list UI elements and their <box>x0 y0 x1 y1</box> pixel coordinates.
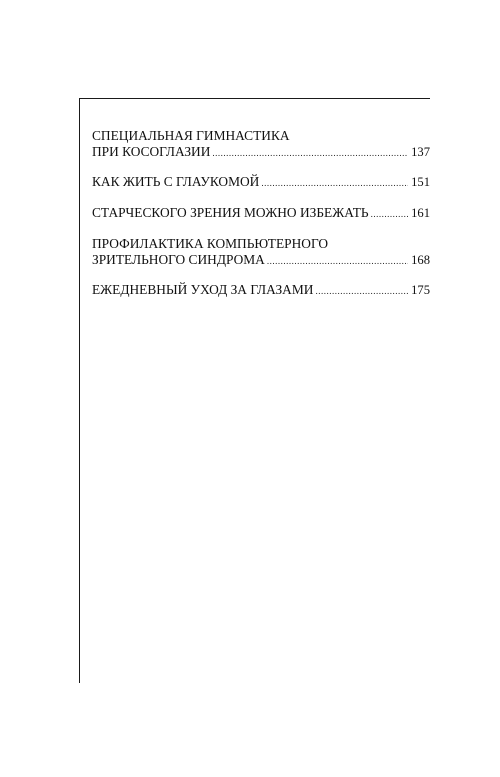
toc-entry-last-line <box>92 174 430 191</box>
toc-page-number: 151 <box>411 175 430 189</box>
toc-entry-last-line <box>92 252 430 269</box>
toc-entry <box>92 236 430 269</box>
toc-page-number: 137 <box>411 145 430 159</box>
crop-mark-left <box>79 98 80 683</box>
dot-leader <box>315 283 408 299</box>
toc-entry <box>92 282 430 299</box>
toc-entry-title-line: ЗРИТЕЛЬНОГО СИНДРОМА <box>92 252 265 267</box>
toc-page-number: 175 <box>411 283 430 297</box>
toc-page-number: 168 <box>411 253 430 267</box>
toc-entry-title-line: КАК ЖИТЬ С ГЛАУКОМОЙ <box>92 174 260 189</box>
toc-entry-title-line: СПЕЦИАЛЬНАЯ ГИМНАСТИКА <box>92 128 290 143</box>
toc-entry-last-line <box>92 282 430 299</box>
dot-leader <box>267 253 408 269</box>
crop-mark-top <box>79 98 430 99</box>
dot-leader <box>212 145 408 161</box>
table-of-contents <box>92 128 430 313</box>
toc-entry-last-line <box>92 144 430 161</box>
toc-entry-title-line: ПРОФИЛАКТИКА КОМПЬЮТЕРНОГО <box>92 236 329 251</box>
toc-entry <box>92 174 430 191</box>
toc-entry <box>92 205 430 222</box>
toc-page-number: 161 <box>411 206 430 220</box>
toc-entry-title-line: ЕЖЕДНЕВНЫЙ УХОД ЗА ГЛАЗАМИ <box>92 282 314 297</box>
toc-entry <box>92 128 430 161</box>
toc-entry-title-line: ПРИ КОСОГЛАЗИИ <box>92 144 211 159</box>
dot-leader <box>261 175 408 191</box>
toc-entry-title-line: СТАРЧЕСКОГО ЗРЕНИЯ МОЖНО ИЗБЕЖАТЬ <box>92 205 369 220</box>
dot-leader <box>371 206 409 222</box>
toc-entry-last-line <box>92 205 430 222</box>
